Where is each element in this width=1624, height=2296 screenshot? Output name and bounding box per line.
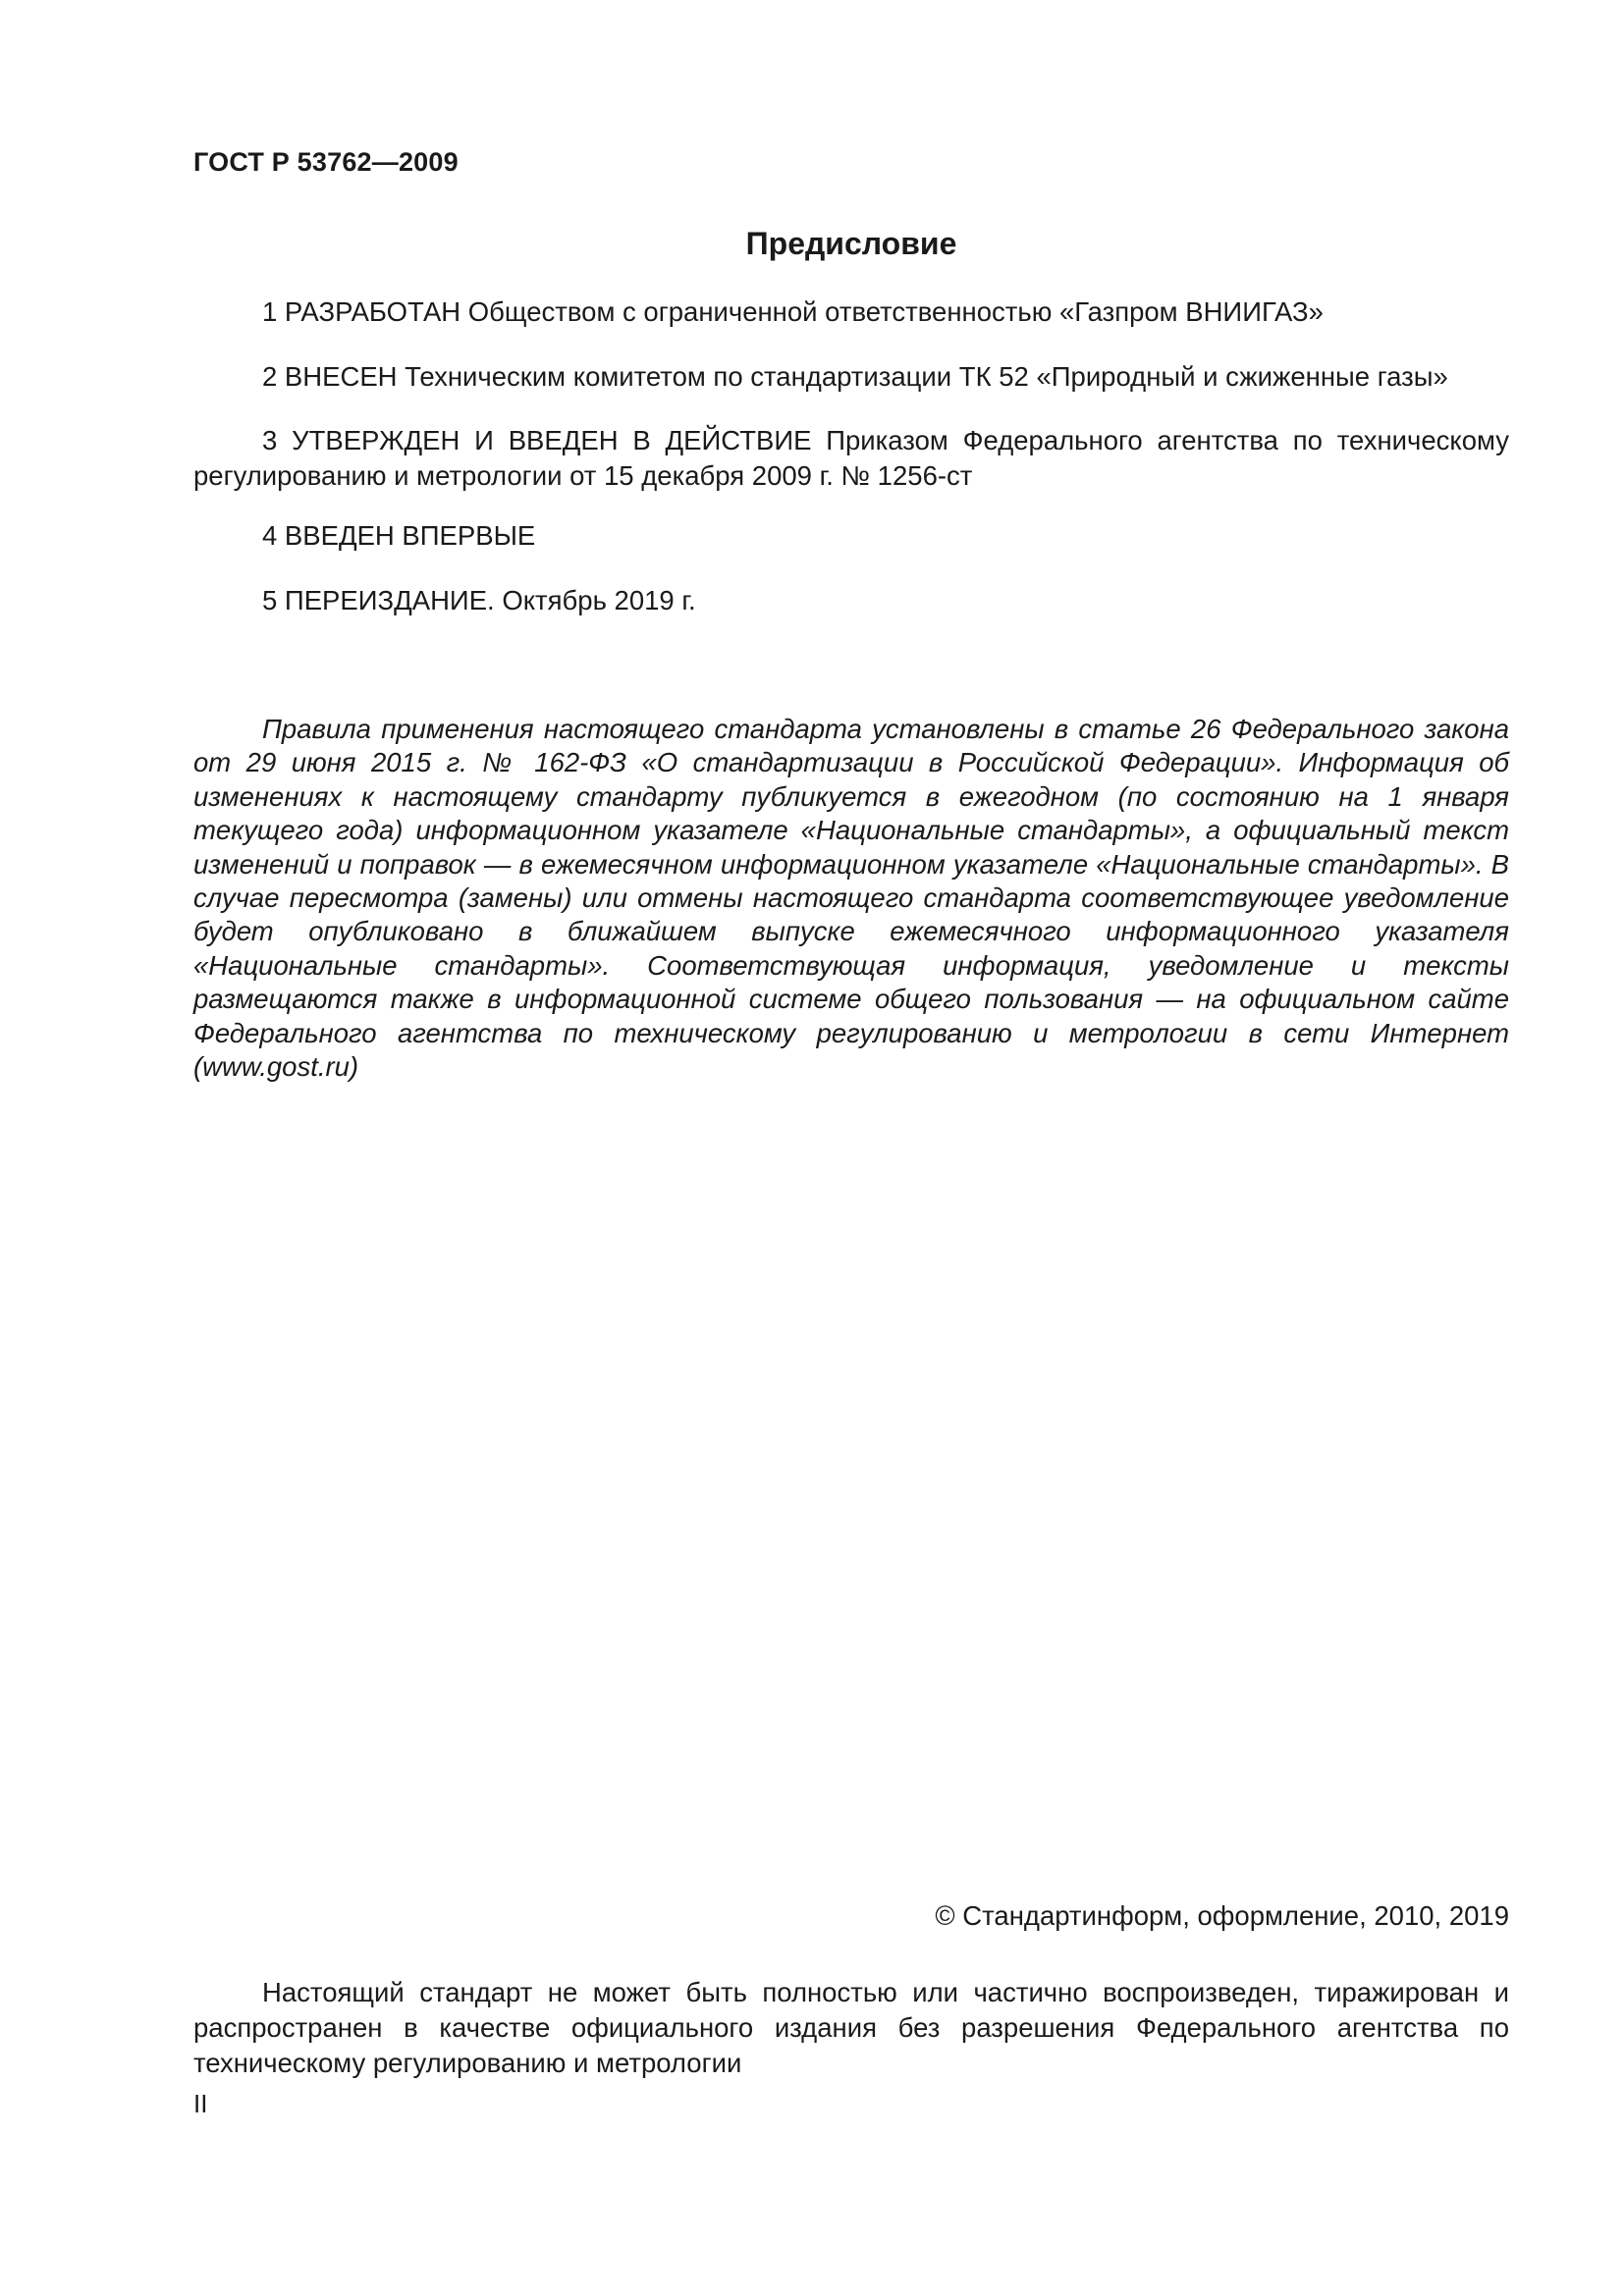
reproduction-notice: Настоящий стандарт не может быть полностью или частично воспроизведен, тиражирован и распространен в качестве официального издания без разрешения Федерального агентства по техническому регулированию и метрологии [193,1977,1509,2078]
preface-item-4: 4 ВВЕДЕН ВПЕРВЫЕ [262,520,536,551]
preface-item-2: 2 ВНЕСЕН Техническим комитетом по стандартизации ТК 52 «Природный и сжиженные газы» [262,361,1448,392]
preface-item-1: 1 РАЗРАБОТАН Обществом с ограниченной ответственностью «Газпром ВНИИГАЗ» [262,296,1324,327]
document-code: ГОСТ Р 53762—2009 [193,147,459,177]
preface-title: Предисловие [745,226,957,261]
preface-item-3: 3 УТВЕРЖДЕН И ВВЕДЕН В ДЕЙСТВИЕ Приказом Федерального агентства по техническому регулированию и метрологии от 15 декабря 2009 г. № 1256-ст [193,425,1509,491]
copyright-line: © Стандартинформ, оформление, 2010, 2019 [935,1900,1509,1931]
page-number: II [193,2089,208,2118]
preface-item-5: 5 ПЕРЕИЗДАНИЕ. Октябрь 2019 г. [262,585,696,615]
application-rules-paragraph: Правила применения настоящего стандарта установлены в статье 26 Федерального закона от 29 июня 2015 г. № 162-ФЗ «О стандартизации в Российской Федерации». Информация об изменениях к настоящему стандарту публикуется в ежегодном (по состоянию на 1 января текущего года) информационном указателе «Национальные стандарты», а официальный текст изменений и поправок — в ежемесячном информационном указателе «Национальные стандарты». В случае пересмотра (замены) или отмены настоящего стандарта соответствующее уведомление будет опубликовано в ближайшем выпуске ежемесячного информационного указателя «Национальные стандарты». Соответствующая информация, уведомление и тексты размещаются также в информационной системе общего пользования — на официальном сайте Федерального агентства по техническому регулированию и метрологии в сети Интернет (www.gost.ru) [193,714,1509,1083]
